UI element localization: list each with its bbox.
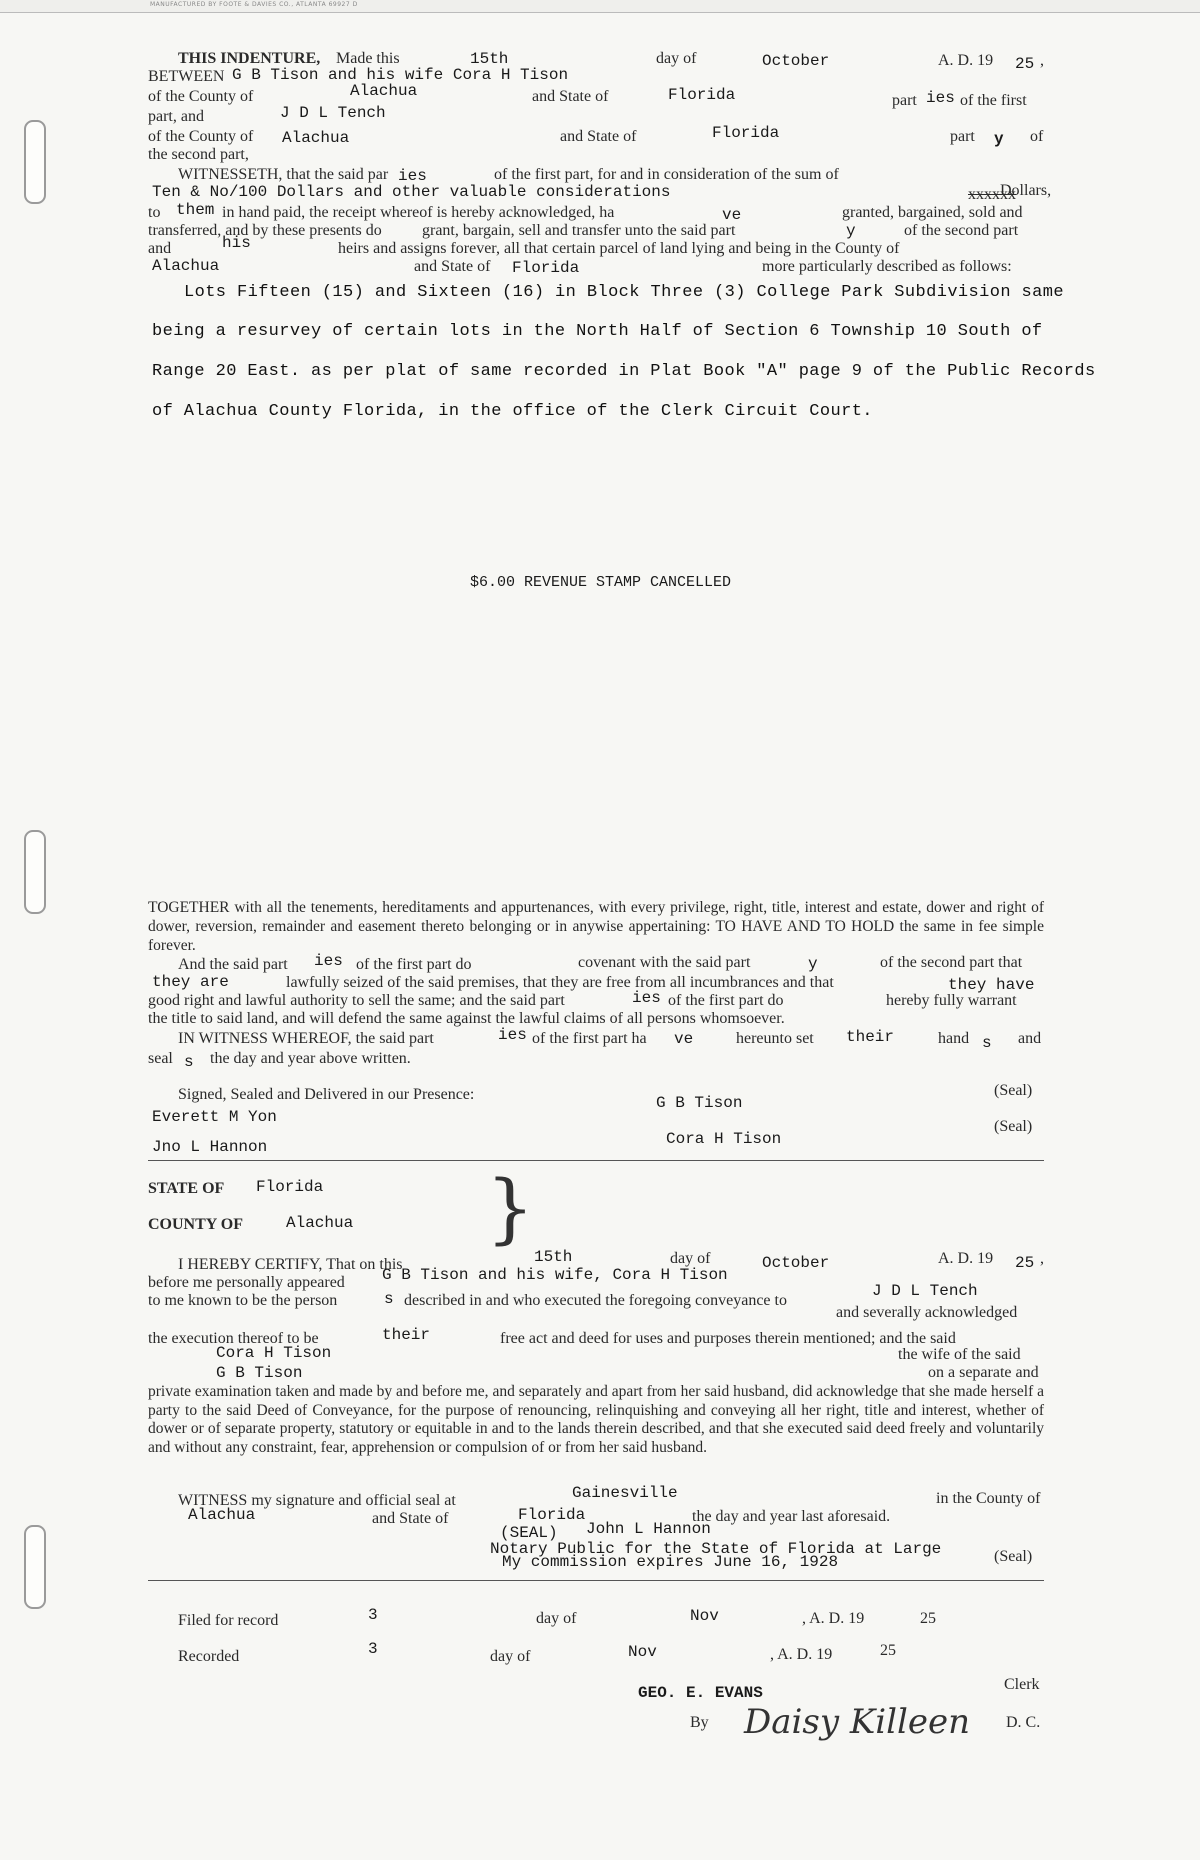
covenant-text: lawfully seized of the said premises, that they are free from all incumbrances and that — [286, 974, 834, 991]
signed-sealed-label: Signed, Sealed and Delivered in our Presence: — [178, 1086, 475, 1103]
witnesseth-label: WITNESSETH, that the said par — [178, 166, 389, 183]
ad-label: , A. D. 19 — [802, 1610, 865, 1627]
covenant-text: the title to said land, and will defend the same against the lawful claims of all persons whomsoever. — [148, 1010, 785, 1027]
comma: , — [1040, 1250, 1044, 1267]
legal-description-line: being a resurvey of certain lots in the North Half of Section 6 Township 10 South of — [152, 322, 1043, 341]
notary-city: Gainesville — [572, 1484, 678, 1502]
ack-grantee: J D L Tench — [872, 1282, 978, 1300]
notary-seal-label: (SEAL) — [500, 1524, 558, 1542]
day-of-label: day of — [490, 1648, 531, 1665]
day-year-text: the day and year above written. — [210, 1050, 411, 1067]
grantor-signature: G B Tison — [656, 1094, 743, 1112]
grantor-signature: Cora H Tison — [666, 1130, 782, 1148]
plural-suffix: s — [184, 1053, 194, 1071]
notary-commission: My commission expires June 16, 1928 — [502, 1553, 839, 1571]
covenant-text: of the first part do — [668, 992, 784, 1009]
parcel-county: Alachua — [152, 257, 220, 275]
made-this-label: Made this — [336, 50, 400, 67]
day-of-label: day of — [536, 1610, 577, 1627]
receipt-text: in hand paid, the receipt whereof is hereby acknowledged, ha — [222, 204, 615, 221]
county-of-label: COUNTY OF — [148, 1216, 243, 1233]
notary-county: Alachua — [188, 1506, 256, 1524]
deputy-clerk-signature: Daisy Killeen — [744, 1702, 971, 1742]
covenant-text: hereby fully warrant — [886, 992, 1017, 1009]
brace-glyph: } — [486, 1163, 535, 1252]
state-of-label: STATE OF — [148, 1180, 225, 1197]
seal-word: seal — [148, 1050, 173, 1067]
ack-year: 25 — [1015, 1254, 1035, 1272]
covenant-text: good right and lawful authority to sell the same; and the said part — [148, 992, 565, 1009]
party-first-label: of the first — [960, 92, 1027, 109]
consideration-label: of the first part, for and in consideration of the sum of — [494, 166, 839, 183]
heirs-text: heirs and assigns forever, all that certain parcel of land lying and being in the County of — [338, 240, 900, 257]
grantee-state: Florida — [712, 124, 780, 142]
grantee-county: Alachua — [282, 129, 350, 147]
clerk-label: Clerk — [1004, 1676, 1040, 1693]
indenture-month: October — [762, 52, 830, 70]
grant-text: grant, bargain, sell and transfer unto the said part — [422, 222, 736, 239]
free-act-text: free act and deed for uses and purposes therein mentioned; and the said — [500, 1330, 956, 1347]
execution-text: the execution thereof to be — [148, 1330, 319, 1347]
transferred-text: transferred, and by these presents do — [148, 222, 382, 239]
manufacturer-imprint: MANUFACTURED BY FOOTE & DAVIES CO., ATLANTA 69927 D — [150, 1, 358, 8]
state-label: and State of — [372, 1510, 449, 1527]
filed-day: 3 — [368, 1606, 378, 1624]
have-suffix: ve — [674, 1030, 694, 1048]
indenture-title: THIS INDENTURE, — [178, 50, 321, 67]
party-suffix: ies — [498, 1026, 527, 1044]
filed-year: 25 — [920, 1610, 936, 1627]
party-label: part — [892, 92, 917, 109]
described-text: described in and who executed the foregoing conveyance to — [404, 1292, 787, 1309]
clerk-name: GEO. E. EVANS — [638, 1684, 763, 1702]
between-label: BETWEEN — [148, 68, 225, 85]
separate-text: on a separate and — [928, 1364, 1039, 1381]
day-of-label: day of — [656, 50, 697, 67]
in-witness-text: of the first part ha — [532, 1030, 647, 1047]
county-label: of the County of — [148, 88, 254, 105]
notary-title: Notary Public for the State of Florida at Large — [490, 1540, 942, 1558]
seal-mark: (Seal) — [994, 1082, 1033, 1099]
grantor-state: Florida — [668, 86, 736, 104]
to-label: to — [148, 204, 161, 221]
in-witness-text: hereunto set — [736, 1030, 814, 1047]
filed-month: Nov — [690, 1607, 719, 1625]
and-label: and — [148, 240, 172, 257]
indenture-day: 15th — [470, 50, 509, 68]
party-suffix: ies — [926, 89, 955, 107]
their-word: their — [382, 1326, 431, 1344]
in-county-label: in the County of — [936, 1490, 1041, 1507]
ack-month: October — [762, 1254, 830, 1272]
party-suffix: ies — [398, 167, 427, 185]
struck-text: xxxxxx — [968, 186, 1016, 203]
granted-text: granted, bargained, sold and — [842, 204, 1023, 221]
state-label: and State of — [560, 128, 637, 145]
party-suffix: y — [846, 222, 856, 240]
indenture-year: 25 — [1015, 55, 1035, 73]
in-witness-text: IN WITNESS WHEREOF, the said part — [178, 1030, 434, 1047]
appeared-text: before me personally appeared — [148, 1274, 345, 1291]
party-suffix: ies — [632, 989, 661, 1007]
revenue-stamp-notice: $6.00 REVENUE STAMP CANCELLED — [470, 574, 732, 591]
notary-state: Florida — [518, 1506, 586, 1524]
ad-label: A. D. 19 — [938, 1250, 994, 1267]
covenant-text: of the first part do — [356, 956, 472, 973]
private-examination-text: private examination taken and made by and before me, and separately and apart from her said husband, did acknowledge that she made herself a party to the said Deed of Conveyance, for the purpose of renouncing, relinquishing and conveying all her right, title and interest, whether of dower or of separate property, statutory or equitable in and to the lands therein described, and that she executed said deed freely and voluntarily and without any constraint, fear, apprehension or compulsion of or from her said husband. — [148, 1383, 1044, 1456]
binder-ring-hole — [24, 1525, 46, 1609]
recorded-year: 25 — [880, 1642, 896, 1659]
form-header-strip — [0, 0, 1200, 13]
grantee-name: J D L Tench — [280, 104, 386, 122]
they-are-words: they are — [152, 973, 229, 991]
grantor-names: G B Tison and his wife Cora H Tison — [232, 66, 569, 84]
covenant-text: And the said part — [178, 956, 288, 973]
have-suffix: ve — [722, 206, 742, 224]
party-suffix: y — [808, 955, 818, 973]
of-label: of — [1030, 128, 1044, 145]
covenant-text: covenant with the said part — [578, 954, 751, 971]
legal-description-line: of Alachua County Florida, in the office of the Clerk Circuit Court. — [152, 402, 873, 421]
habendum-clause: TOGETHER with all the tenements, hereditaments and appurtenances, with every privilege, right, title, interest and estate, dower and right of dower, reversion, remainder and easement thereto belonging or in anywise appertaining: TO HAVE AND TO HOLD the same in fee simple forever. — [148, 899, 1044, 954]
grantor-county: Alachua — [350, 82, 418, 100]
party-suffix: ies — [314, 952, 343, 970]
notary-name: John L Hannon — [586, 1520, 711, 1538]
state-label: and State of — [414, 258, 491, 275]
husband-name: G B Tison — [216, 1364, 303, 1382]
covenant-text: of the second part that — [880, 954, 1023, 971]
second-part-text: of the second part — [904, 222, 1019, 239]
binder-ring-hole — [24, 830, 46, 914]
wife-of-text: the wife of the said — [898, 1346, 1021, 1363]
parcel-state: Florida — [512, 259, 580, 277]
comma: , — [1040, 52, 1044, 69]
plural-suffix: s — [384, 1290, 394, 1308]
hand-word: hand — [938, 1030, 970, 1047]
they-have-words: they have — [948, 976, 1035, 994]
witness-name: Jno L Hannon — [152, 1138, 268, 1156]
ack-day: 15th — [534, 1248, 573, 1266]
wife-name: Cora H Tison — [216, 1344, 332, 1362]
day-of-label: day of — [670, 1250, 711, 1267]
legal-description-line: Lots Fifteen (15) and Sixteen (16) in Block Three (3) College Park Subdivision same — [184, 283, 1064, 302]
recipient-word: them — [176, 201, 215, 219]
recorded-label: Recorded — [178, 1648, 240, 1665]
section-divider — [148, 1580, 1044, 1581]
seal-mark: (Seal) — [994, 1548, 1033, 1565]
deputy-clerk-label: D. C. — [1006, 1714, 1041, 1731]
certify-text: I HEREBY CERTIFY, That on this — [178, 1256, 403, 1273]
section-divider — [148, 1160, 1044, 1161]
party2-suffix: y — [994, 130, 1004, 148]
ack-county: Alachua — [286, 1214, 354, 1232]
party-label: part — [950, 128, 975, 145]
plural-suffix: s — [982, 1034, 992, 1052]
dollars-label: Dollars, — [1000, 182, 1052, 199]
his-word: his — [222, 234, 251, 252]
their-word: their — [846, 1028, 895, 1046]
witness-sig-text: WITNESS my signature and official seal at — [178, 1492, 456, 1509]
county-label: of the County of — [148, 128, 254, 145]
state-label: and State of — [532, 88, 609, 105]
legal-description-line: Range 20 East. as per plat of same recorded in Plat Book "A" page 9 of the Public Records — [152, 362, 1096, 381]
binder-ring-hole — [24, 120, 46, 204]
and-word: and — [1018, 1030, 1042, 1047]
seal-mark: (Seal) — [994, 1118, 1033, 1135]
second-part-label: the second part, — [148, 146, 249, 163]
recorded-month: Nov — [628, 1643, 657, 1661]
consideration-amount: Ten & No/100 Dollars and other valuable considerations — [152, 183, 671, 201]
last-aforesaid-text: the day and year last aforesaid. — [692, 1508, 891, 1525]
known-text: to me known to be the person — [148, 1292, 338, 1309]
more-described-text: more particularly described as follows: — [762, 258, 1012, 275]
witness-name: Everett M Yon — [152, 1108, 277, 1126]
ack-state: Florida — [256, 1178, 324, 1196]
appeared-names: G B Tison and his wife, Cora H Tison — [382, 1266, 728, 1284]
part-and-label: part, and — [148, 108, 204, 125]
ad-label: A. D. 19 — [938, 52, 994, 69]
recorded-day: 3 — [368, 1640, 378, 1658]
filed-label: Filed for record — [178, 1612, 279, 1629]
severally-text: and severally acknowledged — [836, 1304, 1018, 1321]
ad-label: , A. D. 19 — [770, 1646, 833, 1663]
by-label: By — [690, 1714, 709, 1731]
